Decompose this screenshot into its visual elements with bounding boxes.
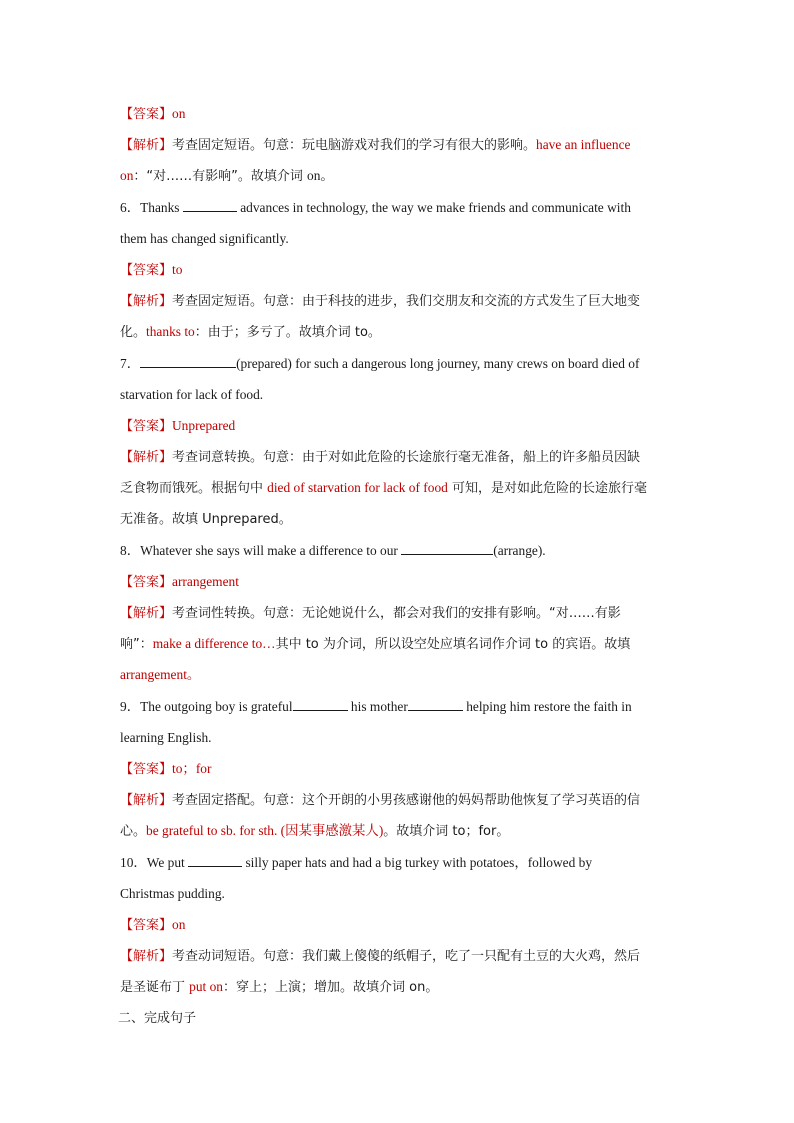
analysis-text: 考查固定搭配。句意：这个开朗的小男孩感谢他的妈妈帮助他恢复了学习英语的信 xyxy=(172,793,641,809)
question-number: 6． xyxy=(120,199,141,215)
analysis-text: 乏食物而饿死。根据句中 xyxy=(120,481,268,497)
question-number: 10． xyxy=(120,854,147,870)
answer-blank xyxy=(408,698,463,711)
answer-line xyxy=(120,909,680,940)
analysis-text: on。 xyxy=(307,168,334,184)
analysis-line xyxy=(120,597,680,628)
question-text: (arrange). xyxy=(493,542,546,558)
answer-line xyxy=(120,410,680,441)
question-text: learning English. xyxy=(120,729,212,745)
question-text: The outgoing boy is grateful xyxy=(140,698,293,714)
answer-text: to xyxy=(172,261,183,277)
question-text: (prepared) for such a dangerous long journey, many crews on board died of xyxy=(236,355,640,371)
analysis-text: 心。 xyxy=(120,824,147,840)
question-text: them has changed significantly. xyxy=(120,230,289,246)
document-content xyxy=(120,98,680,1034)
answer-tag: 【答案】 xyxy=(120,917,173,933)
analysis-line xyxy=(120,940,680,971)
analysis-phrase: have an influence xyxy=(536,137,631,153)
question-text: starvation for lack of food. xyxy=(120,386,264,402)
answer-tag: 【答案】 xyxy=(120,761,173,777)
answer-line xyxy=(120,98,680,129)
question-6-cont xyxy=(120,223,680,254)
section-heading xyxy=(120,1002,680,1033)
answer-tag: 【答案】 xyxy=(120,574,173,590)
question-text: Whatever she says will make a difference to our xyxy=(140,542,402,558)
question-text: Christmas pudding. xyxy=(120,885,225,901)
analysis-line xyxy=(120,815,680,846)
analysis-phrase: put on xyxy=(189,979,223,995)
question-9 xyxy=(120,691,680,722)
analysis-text: 考查词意转换。句意：由于对如此危险的长途旅行毫无准备，船上的许多船员因缺 xyxy=(172,450,641,466)
analysis-line xyxy=(120,285,680,316)
analysis-phrase: died of starvation for lack of food xyxy=(267,480,448,496)
answer-line xyxy=(120,254,680,285)
analysis-phrase: arrangement。 xyxy=(120,667,201,683)
answer-tag: 【答案】 xyxy=(120,262,173,278)
analysis-tag: 【解析】 xyxy=(120,606,173,621)
answer-blank xyxy=(140,355,236,368)
analysis-text: 化。 xyxy=(120,325,147,341)
analysis-text: 可知，是对如此危险的长途旅行毫 xyxy=(447,481,647,497)
analysis-line xyxy=(120,784,680,815)
analysis-line xyxy=(120,628,680,659)
question-10 xyxy=(120,847,680,878)
section-title: 二、完成句子 xyxy=(118,1011,197,1027)
analysis-text: 无准备。故填 Unprepared。 xyxy=(120,512,292,528)
answer-blank xyxy=(183,199,237,212)
analysis-text: 是圣诞布丁 xyxy=(120,980,190,996)
answer-tag: 【答案】 xyxy=(120,107,173,122)
analysis-text: ：“对……有影响”。故填介词 xyxy=(133,169,307,185)
question-text: his mother xyxy=(347,698,408,714)
answer-blank xyxy=(293,698,348,711)
analysis-text: ：由于；多亏了。故填介词 to。 xyxy=(194,325,381,341)
question-text: silly paper hats and had a big turkey with potatoes，followed by xyxy=(242,854,593,870)
analysis-line xyxy=(120,129,680,160)
analysis-tag: 【解析】 xyxy=(120,793,173,809)
question-number: 9． xyxy=(120,698,141,714)
analysis-text: 响”： xyxy=(120,637,153,653)
answer-blank xyxy=(188,854,242,867)
analysis-text: ：穿上；上演；增加。故填介词 on。 xyxy=(223,980,439,996)
answer-text: Unprepared xyxy=(172,417,236,433)
analysis-text: 考查固定短语。句意：玩电脑游戏对我们的学习有很大的影响。 xyxy=(172,138,537,154)
question-text: advances in technology, the way we make friends and communicate with xyxy=(236,199,631,215)
analysis-phrase: on xyxy=(120,168,134,184)
analysis-line xyxy=(120,971,680,1002)
analysis-line xyxy=(120,472,680,503)
analysis-line xyxy=(120,316,680,347)
question-7 xyxy=(120,348,680,379)
analysis-text: 考查固定短语。句意：由于科技的进步，我们交朋友和交流的方式发生了巨大地变 xyxy=(172,294,641,310)
question-10-cont xyxy=(120,878,680,909)
answer-line xyxy=(120,753,680,784)
question-text: helping him restore the faith in xyxy=(462,698,632,714)
answer-text: on xyxy=(172,916,186,932)
question-number: 7． xyxy=(120,355,141,371)
answer-blank xyxy=(401,542,493,555)
analysis-line xyxy=(120,503,680,534)
analysis-tag: 【解析】 xyxy=(120,138,173,154)
analysis-text: 考查动词短语。句意：我们戴上傻傻的纸帽子，吃了一只配有土豆的大火鸡，然后 xyxy=(172,949,641,965)
analysis-line xyxy=(120,160,680,191)
analysis-text: 其中 to 为介词，所以设空处应填名词作介词 to 的宾语。故填 xyxy=(275,637,631,653)
analysis-phrase: be grateful to sb. for sth. (因某事感激某人) xyxy=(146,823,384,839)
analysis-line xyxy=(120,659,680,690)
question-text: We put xyxy=(146,854,189,870)
question-7-cont xyxy=(120,379,680,410)
question-6 xyxy=(120,192,680,223)
answer-text: on xyxy=(172,106,186,121)
analysis-text: 考查词性转换。句意：无论她说什么，都会对我们的安排有影响。“对……有影 xyxy=(172,606,621,621)
analysis-text: 。故填介词 to；for。 xyxy=(383,824,510,840)
answer-line xyxy=(120,566,680,597)
answer-text: to；for xyxy=(172,760,212,776)
analysis-tag: 【解析】 xyxy=(120,949,173,965)
analysis-phrase: thanks to xyxy=(146,324,195,340)
analysis-tag: 【解析】 xyxy=(120,450,173,466)
question-8 xyxy=(120,535,680,566)
question-number: 8． xyxy=(120,542,141,558)
analysis-tag: 【解析】 xyxy=(120,294,173,310)
question-text: Thanks xyxy=(140,199,183,215)
analysis-line xyxy=(120,441,680,472)
analysis-phrase: make a difference to… xyxy=(152,636,276,652)
answer-text: arrangement xyxy=(172,573,239,589)
question-9-cont xyxy=(120,722,680,753)
answer-tag: 【答案】 xyxy=(120,418,173,434)
